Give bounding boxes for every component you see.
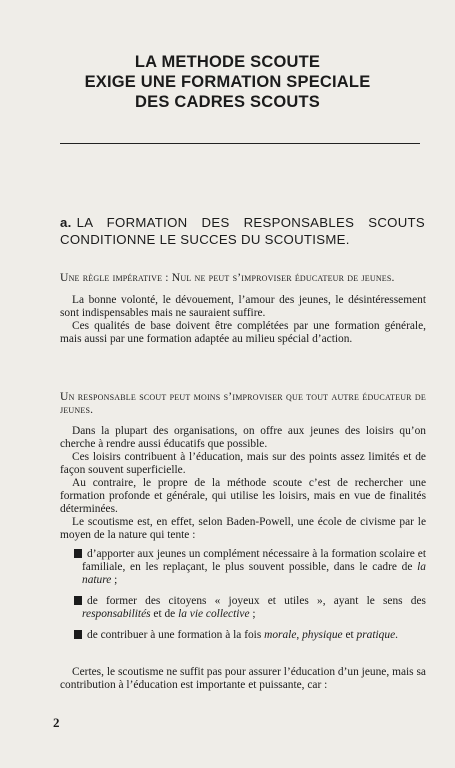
section-heading-text: LA FORMATION DES RESPONSABLES SCOUTS CONDITIONNE LE SUCCES DU SCOUTISME. <box>60 215 425 247</box>
paragraph: Au contraire, le propre de la méthode scoute c’est de rechercher une formation profonde et générale, qui utilise les loisirs, mais en vue de finalités déterminées. <box>60 477 426 515</box>
square-bullet-icon <box>74 549 82 558</box>
square-bullet-icon <box>74 630 82 639</box>
title-line-1: LA METHODE SCOUTE <box>134 53 321 71</box>
paragraph: La bonne volonté, le dévouement, l’amour des jeunes, le désintéressement sont indispensables mais ne sauraient suffire. <box>60 294 426 319</box>
rule-one-heading: Une règle impérative : Nul ne peut s’improviser éducateur de jeunes. <box>60 271 395 284</box>
paragraph: Certes, le scoutisme ne suffit pas pour assurer l’éducation d’un jeune, mais sa contribution à l’éducation est importante et puissante, car : <box>60 666 426 691</box>
rule-one-block <box>60 271 426 346</box>
closing-block <box>60 666 426 692</box>
bullet-item: de contribuer à une formation à la fois morale, physique et pratique. <box>60 629 426 642</box>
paragraph: Le scoutisme est, en effet, selon Baden-Powell, une école de civisme par le moyen de la nature qui tente : <box>60 516 426 541</box>
bullet-item: d’apporter aux jeunes un complément nécessaire à la formation scolaire et familiale, en les replaçant, le plus souvent possible, dans le cadre de la nature ; <box>60 548 426 587</box>
section-letter: a. <box>60 215 72 230</box>
rule-two-block <box>60 390 426 542</box>
section-heading <box>60 214 425 248</box>
horizontal-rule <box>60 143 420 144</box>
title-line-2: EXIGE UNE FORMATION SPECIALE <box>84 73 371 91</box>
title-line-3: DES CADRES SCOUTS <box>135 93 320 111</box>
chapter-title <box>60 52 395 112</box>
paragraph: Dans la plupart des organisations, on offre aux jeunes des loisirs qu’on cherche à rendre aussi éducatifs que possible. <box>60 425 426 450</box>
paragraph: Ces loisirs contribuent à l’éducation, mais sur des points assez limités et de façon souvent superficielle. <box>60 451 426 476</box>
page-number: 2 <box>53 715 60 730</box>
bullet-list <box>60 548 426 642</box>
bullet-item: de former des citoyens « joyeux et utiles », ayant le sens des responsabilités et de la vie collective ; <box>60 595 426 621</box>
paragraph: Ces qualités de base doivent être complétées par une formation générale, mais aussi par une formation adaptée au milieu spécial d’action. <box>60 320 426 345</box>
square-bullet-icon <box>74 596 82 605</box>
rule-two-heading: Un responsable scout peut moins s’improviser que tout autre éducateur de jeunes. <box>60 390 426 416</box>
